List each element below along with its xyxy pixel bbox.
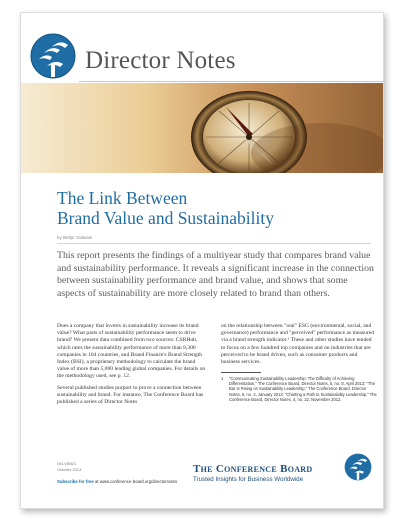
article-title-line-2: Brand Value and Sustainability (57, 208, 274, 228)
body-column-left (57, 323, 207, 410)
lede-paragraph: This report presents the findings of a multiyear study that compares brand value and sustainability performance. It reveals a significant increase in the connection between sustainability performance and brand value, and shows that some aspects of sustainability are more closely related to brand than others. (57, 250, 374, 299)
article-title-line-1: The Link Between (57, 188, 188, 208)
body-paragraph: Does a company that invests in sustainability increase its brand value? What parts of sustainability performance seem to drive brand? We present data combined from two sources: CSRHub, which rates the sustainability performance of more than 8,300 companies in 104 countries, and Brand Finance's Brand Strength Index (BSI), a proprietary methodology to calculate the brand value of more than 5,000 leading global companies. For details on the methodology used, see p. 12. (57, 323, 206, 380)
compass-photo (21, 83, 383, 173)
report-page (20, 12, 384, 509)
footnote (221, 376, 377, 401)
byline: by Bettyr Gidwani (57, 235, 93, 240)
footnote-divider (221, 372, 261, 373)
brand-name: The Conference Board (193, 463, 313, 475)
header-divider (79, 81, 383, 82)
footnote-text: "Communicating Sustainability Leadership: The Difficulty of Achieving Differentiation," The Conference Board, Director Notes, 5, no. 8, April 2013; "The Bar Is Rising on Sustainability Leadership," The Conference Board, Director Notes, 5, no. 2, January 2013; "Charting a Path to Sustainability Leadership," The Conference Board, Director Notes, 4, no. 22, November 2012. (229, 376, 377, 402)
body-paragraph: Several published studies purport to prove a connection between sustainability and brand. For instance, The Conference Board has published a series of Director Notes (57, 384, 204, 406)
footnote-number: 1 (221, 376, 224, 382)
body-column-right (221, 323, 377, 402)
brand-tagline: Trusted Insights for Business Worldwide (193, 476, 304, 483)
body-paragraph: on the relationship between "real" ESG (environmental, social, and governance) performance and "perceived" performance as measured via a brand strength indicator.¹ These and other studies have tended to focus on a few hundred top companies and on industries that are perceived to be brand driven, such as consumer products and business services. (221, 323, 375, 366)
publication-title: Director Notes (85, 47, 236, 74)
subscribe-line[interactable] (57, 479, 177, 484)
article-title (57, 188, 307, 228)
conference-board-logo-icon (344, 453, 372, 481)
subscribe-url[interactable]: at www.conference-board.org/directornotes (93, 479, 178, 484)
footer-brand (193, 463, 312, 483)
subscribe-label: Subscribe for free (57, 479, 94, 484)
publication-date: October 2013 (57, 466, 82, 472)
document-meta (57, 461, 81, 472)
document-id: DN-V5N21 (57, 461, 77, 466)
byline-divider (57, 243, 371, 244)
conference-board-logo-icon (30, 33, 76, 79)
